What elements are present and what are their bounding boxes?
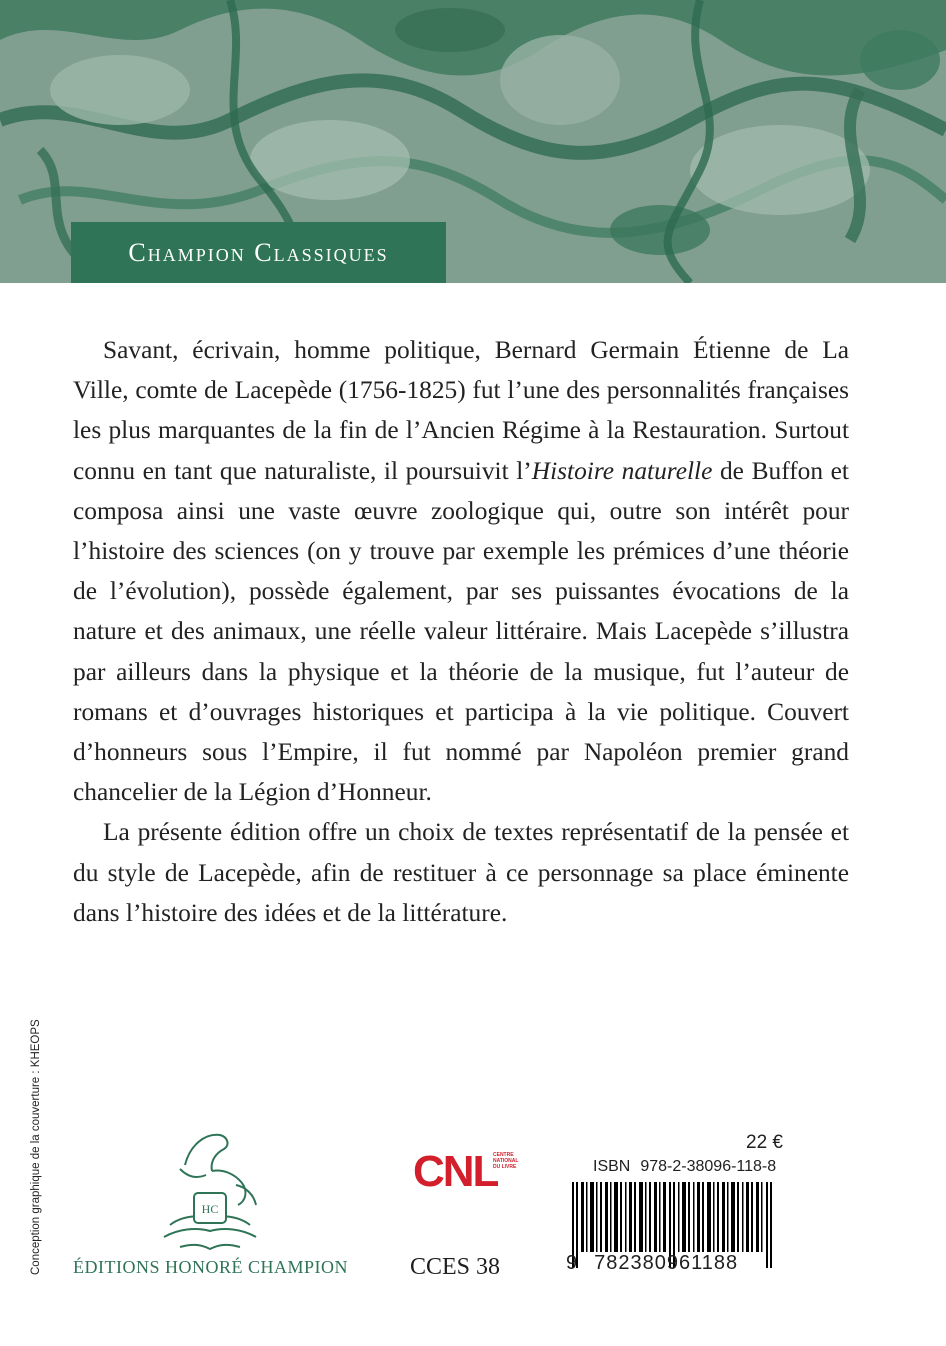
barcode-group-2: 961188 — [666, 1252, 739, 1274]
price: 22 € — [746, 1132, 783, 1153]
blurb-p1-part-1: Savant, écrivain, homme politique, Bernard Germain Étienne de La Ville, comte de Lacepède (1756-1825) fut l’une des personnalités françaises les plus marquantes de la fin de l’Ancien Régime à la Restauration. Surtout connu en tant que naturaliste, il poursuivit l’ — [73, 336, 849, 485]
series-label-text: Champion Classiques — [128, 237, 389, 267]
series-number: CCES 38 — [410, 1254, 501, 1280]
horse-crest-icon — [150, 1125, 270, 1263]
back-cover-blurb — [73, 330, 849, 933]
cnl-letters: CNL — [413, 1147, 498, 1196]
cnl-logo — [413, 1148, 523, 1204]
crest-initials: HC — [201, 1202, 219, 1216]
barcode-group-1: 782380 — [594, 1252, 667, 1274]
publisher-name: ÉDITIONS HONORÉ CHAMPION — [73, 1257, 348, 1277]
series-label-banner — [71, 222, 446, 283]
cover-design-credit: Conception graphique de la couverture : KHEOPS — [30, 1019, 42, 1275]
blurb-paragraph-2: La présente édition offre un choix de textes représentatif de la pensée et du style de Lacepède, afin de restituer à ce personnage sa place éminente dans l’histoire des idées et de la littérature. — [73, 818, 849, 927]
isbn-label: ISBN — [593, 1158, 631, 1175]
isbn-line — [593, 1158, 783, 1176]
barcode-digits — [566, 1252, 786, 1275]
publisher-logo — [150, 1125, 270, 1263]
isbn-number: 978-2-38096-118-8 — [640, 1158, 777, 1175]
barcode-lead-digit: 9 — [566, 1252, 579, 1274]
cnl-subtitle: CENTRE NATIONAL DU LIVRE — [493, 1152, 519, 1170]
blurb-paragraph-1 — [73, 330, 849, 812]
blurb-book-title: Histoire naturelle — [531, 456, 713, 485]
blurb-p1-part-2: de Buffon et composa ainsi une vaste œuvre zoologique qui, outre son intérêt pour l’histoire des sciences (on y trouve par exemple les prémices d’une théorie de l’évolution), possède également, par ses puissantes évocations de la nature et des animaux, une réelle valeur littéraire. Mais Lacepède s’illustra par ailleurs dans la physique et la théorie de la musique, fut l’auteur de romans et d’ouvrages historiques et participa à la vie politique. Couvert d’honneurs sous l’Empire, il fut nommé par Napoléon premier grand chancelier de la Légion d’Honneur. — [73, 456, 849, 807]
